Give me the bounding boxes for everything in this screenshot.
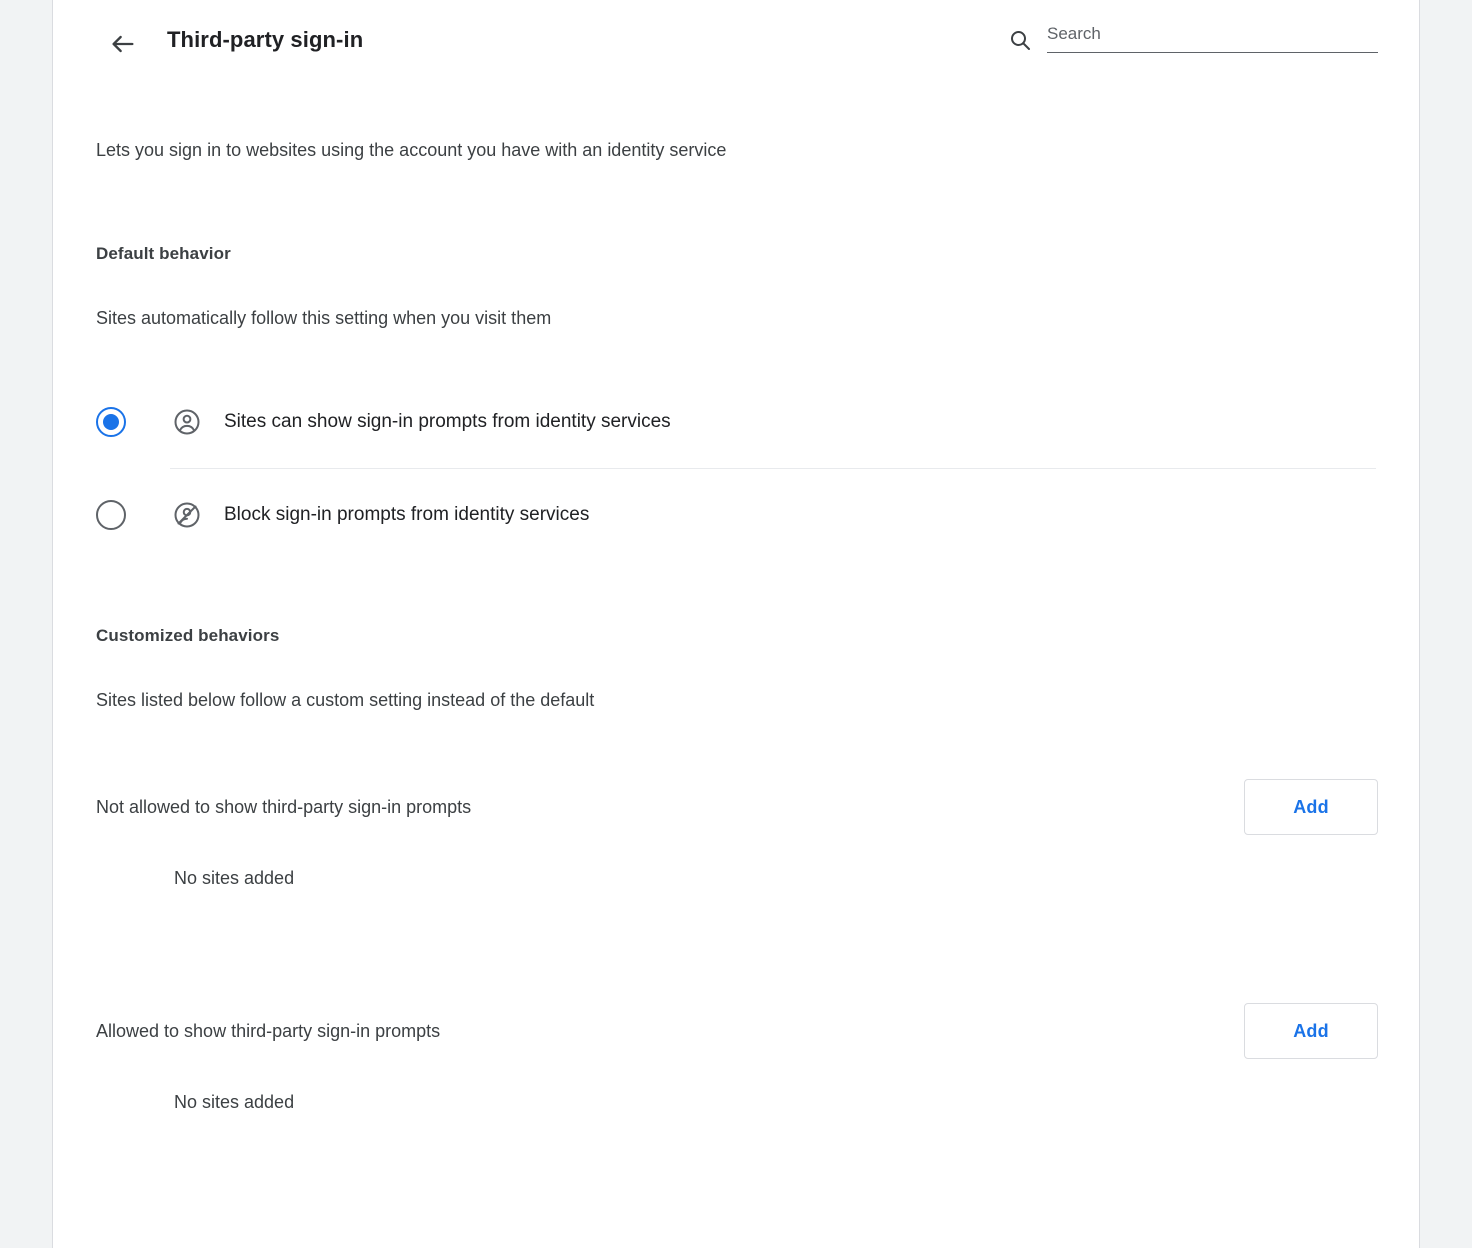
settings-content-card bbox=[52, 0, 1420, 1248]
allowed-empty-text: No sites added bbox=[174, 1092, 295, 1112]
arrow-back-icon bbox=[109, 30, 137, 58]
radio-option-allow[interactable] bbox=[96, 376, 1376, 468]
customized-behaviors-title: Customized behaviors bbox=[96, 626, 280, 645]
radio-option-block-label: Block sign-in prompts from identity services bbox=[224, 504, 590, 525]
default-behavior-subtitle: Sites automatically follow this setting when you visit them bbox=[96, 308, 552, 328]
radio-button-block[interactable] bbox=[96, 500, 126, 530]
default-behavior-title: Default behavior bbox=[96, 244, 231, 263]
page-title: Third-party sign-in bbox=[167, 27, 364, 52]
not-allowed-empty-text: No sites added bbox=[174, 868, 295, 888]
search-icon bbox=[1008, 28, 1032, 52]
add-allowed-button[interactable]: Add bbox=[1244, 1003, 1378, 1059]
search-input[interactable] bbox=[1047, 22, 1378, 53]
allowed-list-header bbox=[96, 994, 1378, 1068]
not-allowed-list-label: Not allowed to show third-party sign-in prompts bbox=[96, 796, 472, 817]
radio-inner-dot bbox=[103, 414, 119, 430]
radio-option-block[interactable] bbox=[170, 468, 1376, 561]
page-header bbox=[53, 0, 1419, 88]
not-allowed-list-section bbox=[96, 770, 1378, 889]
default-behavior-options bbox=[96, 376, 1376, 561]
account-blocked-icon bbox=[170, 498, 204, 532]
search-bar[interactable] bbox=[1008, 22, 1378, 64]
back-button[interactable] bbox=[95, 16, 151, 72]
add-not-allowed-button[interactable]: Add bbox=[1244, 779, 1378, 835]
allowed-list-label: Allowed to show third-party sign-in prompts bbox=[96, 1020, 441, 1041]
radio-inner-dot bbox=[103, 507, 119, 523]
account-circle-icon bbox=[170, 405, 204, 439]
radio-option-allow-label: Sites can show sign-in prompts from identity services bbox=[224, 411, 671, 432]
radio-button-allow[interactable] bbox=[96, 407, 126, 437]
allowed-list-section bbox=[96, 994, 1378, 1113]
not-allowed-list-header bbox=[96, 770, 1378, 844]
customized-behaviors-subtitle: Sites listed below follow a custom setting instead of the default bbox=[96, 690, 595, 710]
settings-body bbox=[53, 88, 1419, 1248]
intro-description: Lets you sign in to websites using the account you have with an identity service bbox=[96, 140, 727, 160]
